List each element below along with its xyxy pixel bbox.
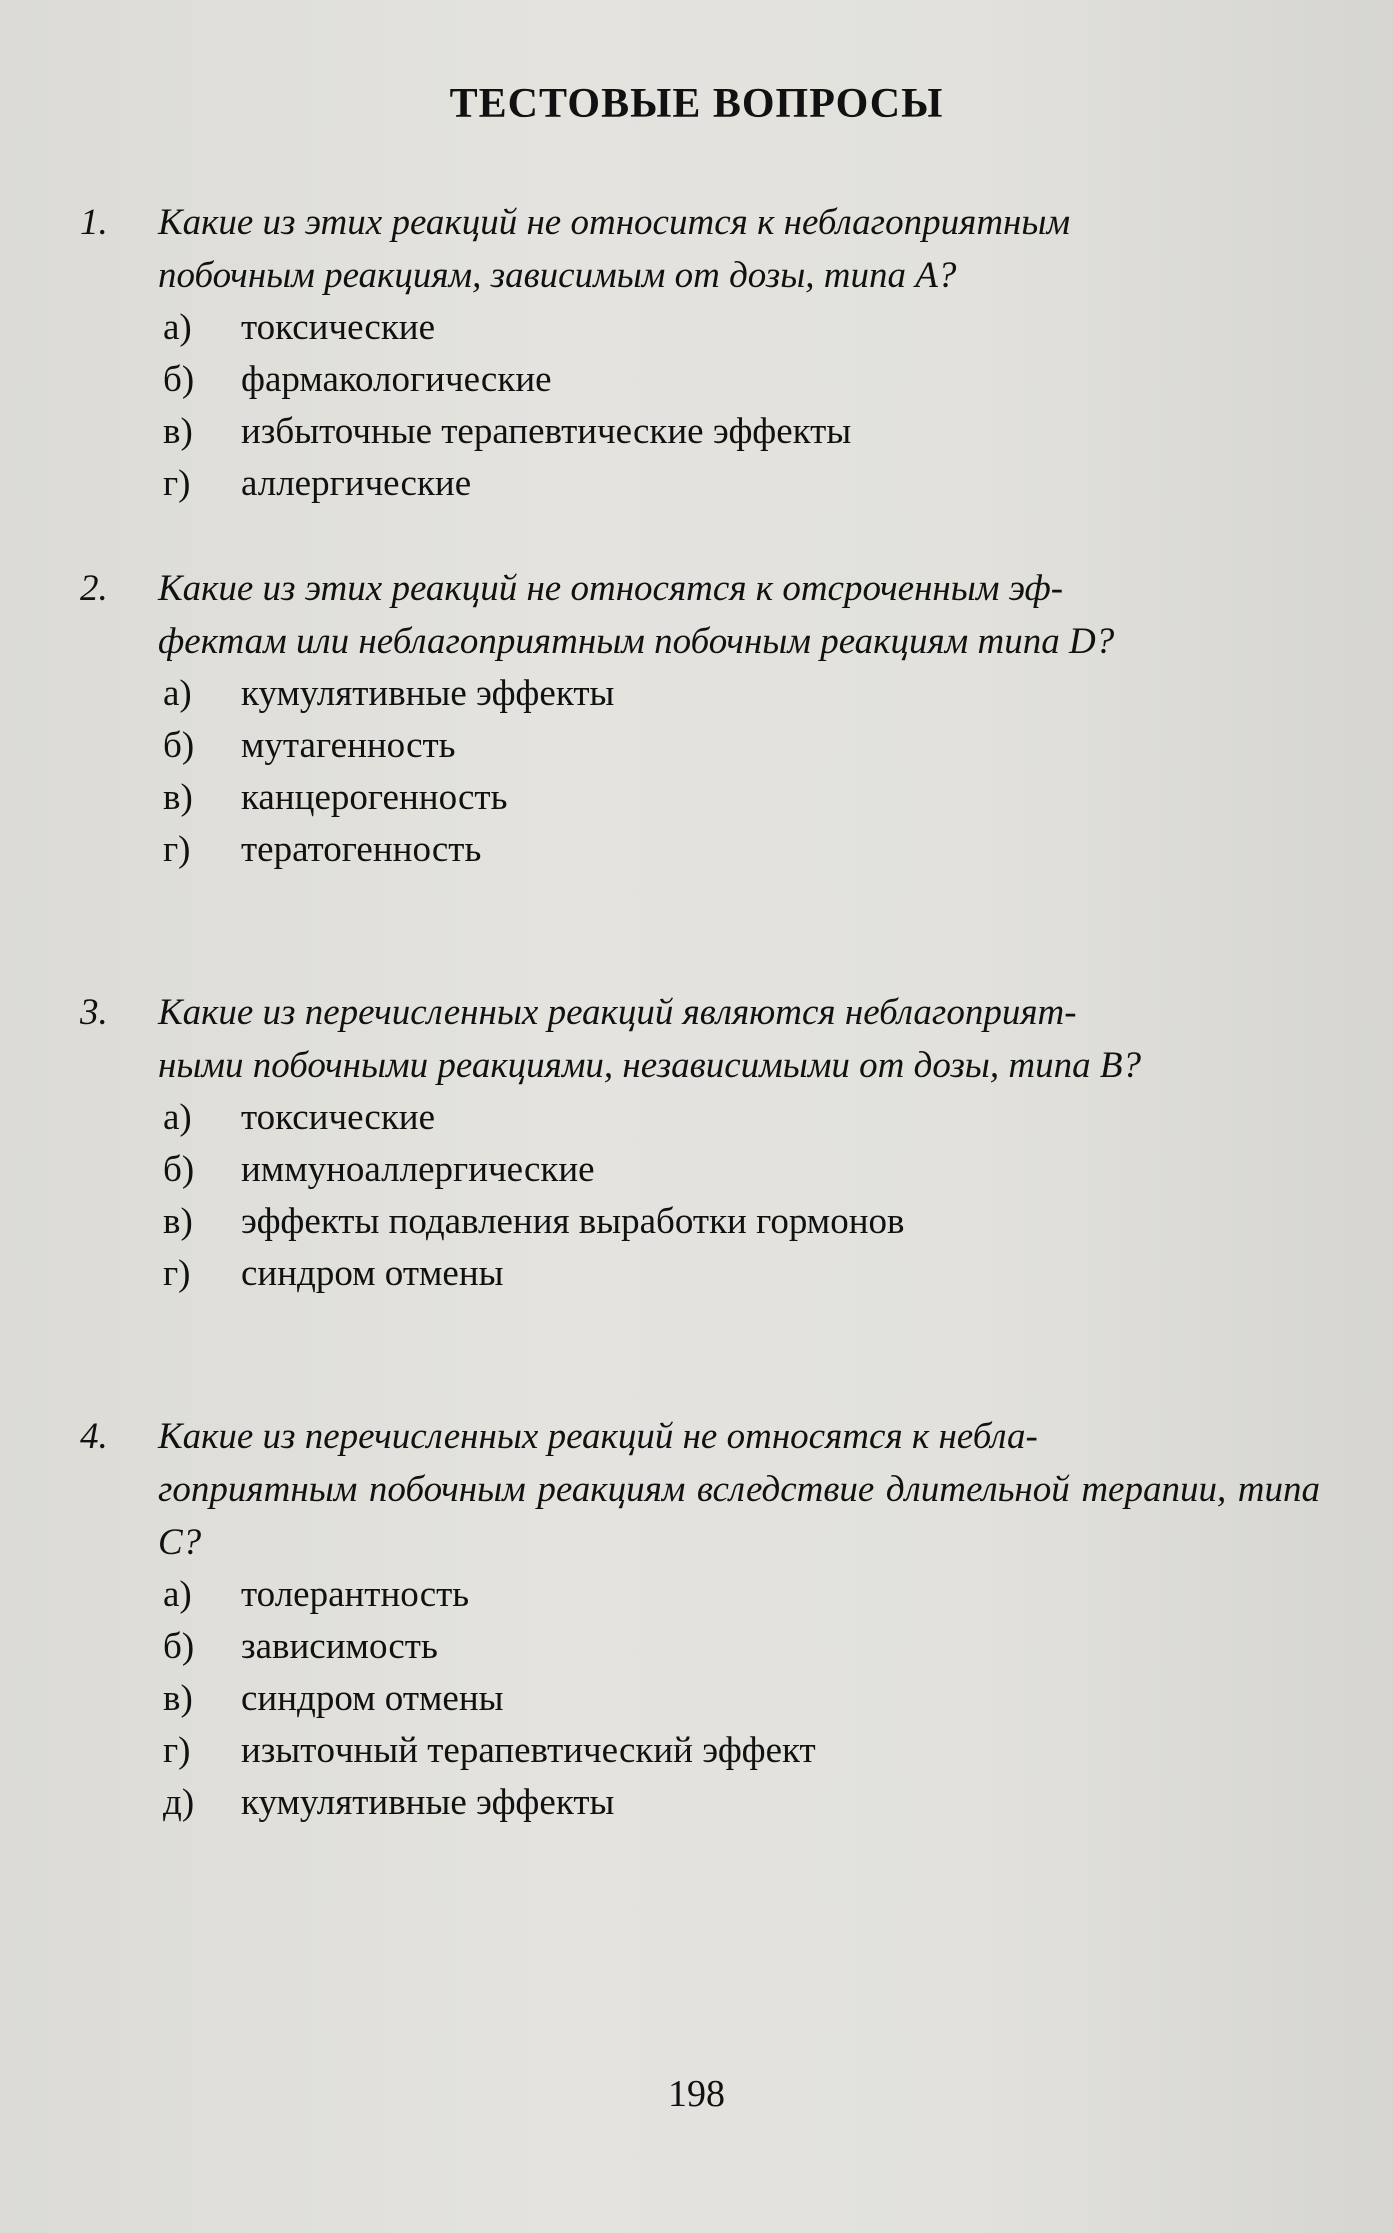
option-text: эффекты подавления выработки гормонов (241, 1201, 905, 1242)
question-number: 3. (80, 992, 108, 1033)
option-letter: а) (163, 1097, 192, 1138)
answer-option (80, 1248, 1320, 1300)
option-letter: в) (163, 1201, 193, 1242)
answer-option (80, 824, 1320, 876)
option-letter: а) (163, 1574, 192, 1615)
question-number: 1. (80, 202, 108, 243)
question-line-1: Какие из этих реакций не относятся к отсроченным эф- (158, 568, 1064, 609)
option-letter: а) (163, 307, 192, 348)
question-text (80, 562, 1320, 668)
answer-option (80, 406, 1320, 458)
question-line-1: Какие из перечисленных реакций являются неблагоприят- (158, 992, 1077, 1033)
answer-option (80, 1569, 1320, 1621)
option-text: иммуноаллергические (241, 1149, 595, 1190)
option-text: аллергические (241, 463, 472, 504)
answer-option (80, 302, 1320, 354)
answer-option (80, 1144, 1320, 1196)
option-text: фармакологические (241, 359, 552, 400)
option-letter: в) (163, 777, 193, 818)
page-title: ТЕСТОВЫЕ ВОПРОСЫ (449, 81, 944, 127)
option-text: токсические (241, 1097, 436, 1138)
question-line-rest: гоприятным побочным реакциям вследствие длительной терапии, типа С? (158, 1469, 1320, 1563)
option-text: кумулятивные эффекты (241, 1782, 615, 1823)
answer-option (80, 1196, 1320, 1248)
answer-option (80, 720, 1320, 772)
option-letter: г) (163, 829, 191, 870)
option-text: изытoчный терапевтический эффект (241, 1730, 816, 1771)
answer-option (80, 668, 1320, 720)
option-letter: г) (163, 1253, 191, 1294)
option-text: зависимость (241, 1626, 438, 1667)
option-letter: в) (163, 411, 193, 452)
answer-option (80, 1092, 1320, 1144)
option-letter: а) (163, 673, 192, 714)
option-text: тератогенность (241, 829, 482, 870)
question-text (80, 196, 1320, 302)
question-line-rest: фектам или неблагоприятным побочным реакциям типа D? (158, 621, 1115, 662)
question-number: 2. (80, 568, 108, 609)
question-text (80, 986, 1320, 1092)
question-4 (80, 1410, 1320, 1829)
option-text: кумулятивные эффекты (241, 673, 615, 714)
option-letter: д) (163, 1782, 195, 1823)
option-text: синдром отмены (241, 1678, 504, 1719)
answer-option (80, 772, 1320, 824)
option-letter: б) (163, 1149, 195, 1190)
answer-option (80, 1777, 1320, 1829)
option-text: толерантность (241, 1574, 470, 1615)
answer-options (80, 668, 1320, 876)
question-3 (80, 986, 1320, 1300)
question-line-rest: ными побочными реакциями, независимыми от дозы, типа В? (158, 1045, 1141, 1086)
option-text: канцерогенность (241, 777, 508, 818)
answer-option (80, 458, 1320, 510)
option-letter: г) (163, 463, 191, 504)
option-letter: г) (163, 1730, 191, 1771)
question-line-1: Какие из перечисленных реакций не относятся к небла- (158, 1416, 1038, 1457)
question-text (80, 1410, 1320, 1569)
option-text: мутагенность (241, 725, 456, 766)
question-2 (80, 562, 1320, 876)
answer-options (80, 1569, 1320, 1829)
answer-option (80, 1725, 1320, 1777)
option-text: избыточные терапевтические эффекты (241, 411, 852, 452)
option-text: токсические (241, 307, 436, 348)
option-letter: в) (163, 1678, 193, 1719)
option-letter: б) (163, 725, 195, 766)
question-1 (80, 196, 1320, 510)
question-line-1: Какие из этих реакций не относится к неблагоприятным (158, 202, 1071, 243)
page-number: 198 (668, 2073, 725, 2115)
answer-option (80, 1673, 1320, 1725)
question-line-rest: побочным реакциям, зависимым от дозы, типа А? (158, 255, 957, 296)
option-letter: б) (163, 1626, 195, 1667)
option-letter: б) (163, 359, 195, 400)
answer-options (80, 302, 1320, 510)
answer-option (80, 354, 1320, 406)
question-number: 4. (80, 1416, 108, 1457)
option-text: синдром отмены (241, 1253, 504, 1294)
answer-option (80, 1621, 1320, 1673)
answer-options (80, 1092, 1320, 1300)
